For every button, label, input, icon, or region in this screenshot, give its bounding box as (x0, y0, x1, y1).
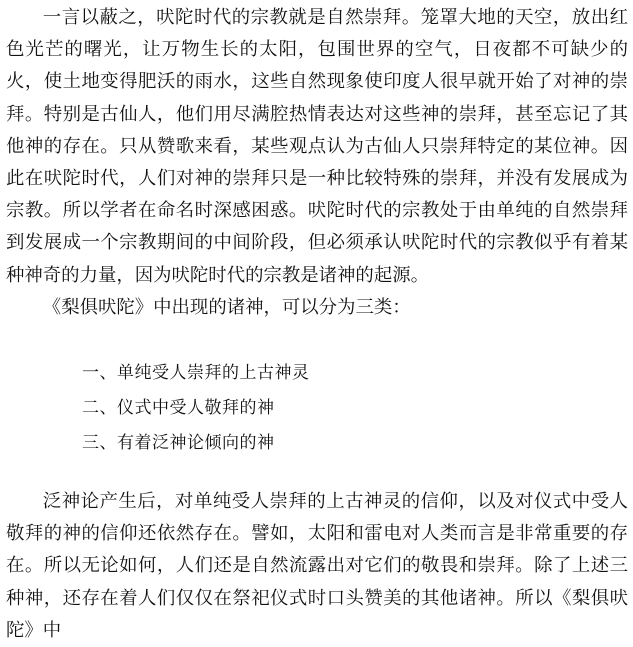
paragraph-nature-worship: 一言以蔽之，吠陀时代的宗教就是自然崇拜。笼罩大地的天空，放出红色光芒的曙光，让万物生长的太阳，包围世界的空气，日夜都不可缺少的火，使土地变得肥沃的雨水，这些自然现象使印度人很早就开始了对神的崇拜。特别是古仙人，他们用尽满腔热情表达对这些神的崇拜，甚至忘记了其他神的存在。只从赞歌来看，某些观点认为古仙人只崇拜特定的某位神。因此在吠陀时代，人们对神的崇拜只是一种比较特殊的崇拜，并没有发展成为宗教。所以学者在命名时深感困惑。吠陀时代的宗教处于由单纯的自然崇拜到发展成一个宗教期间的中间阶段，但必须承认吠陀时代的宗教似乎有着某种神奇的力量，因为吠陀时代的宗教是诸神的起源。 (6, 7, 628, 286)
paragraph-gods-classification: 《梨俱吠陀》中出现的诸神，可以分为三类： (42, 297, 411, 318)
gods-category-list (82, 356, 310, 461)
paragraph-pantheism: 泛神论产生后，对单纯受人崇拜的上古神灵的信仰，以及对仪式中受人敬拜的神的信仰还依然存在。譬如，太阳和雷电对人类而言是非常重要的存在。所以无论如何，人们还是自然流露出对它们的敬畏和崇拜。除了上述三种神，还存在着人们仅仅在祭祀仪式时口头赞美的其他诸神。所以《梨俱吠陀》中 (6, 491, 628, 641)
list-item: 三、有着泛神论倾向的神 (82, 433, 275, 453)
list-item: 一、单纯受人崇拜的上古神灵 (82, 363, 310, 383)
list-item: 二、仪式中受人敬拜的神 (82, 398, 275, 418)
